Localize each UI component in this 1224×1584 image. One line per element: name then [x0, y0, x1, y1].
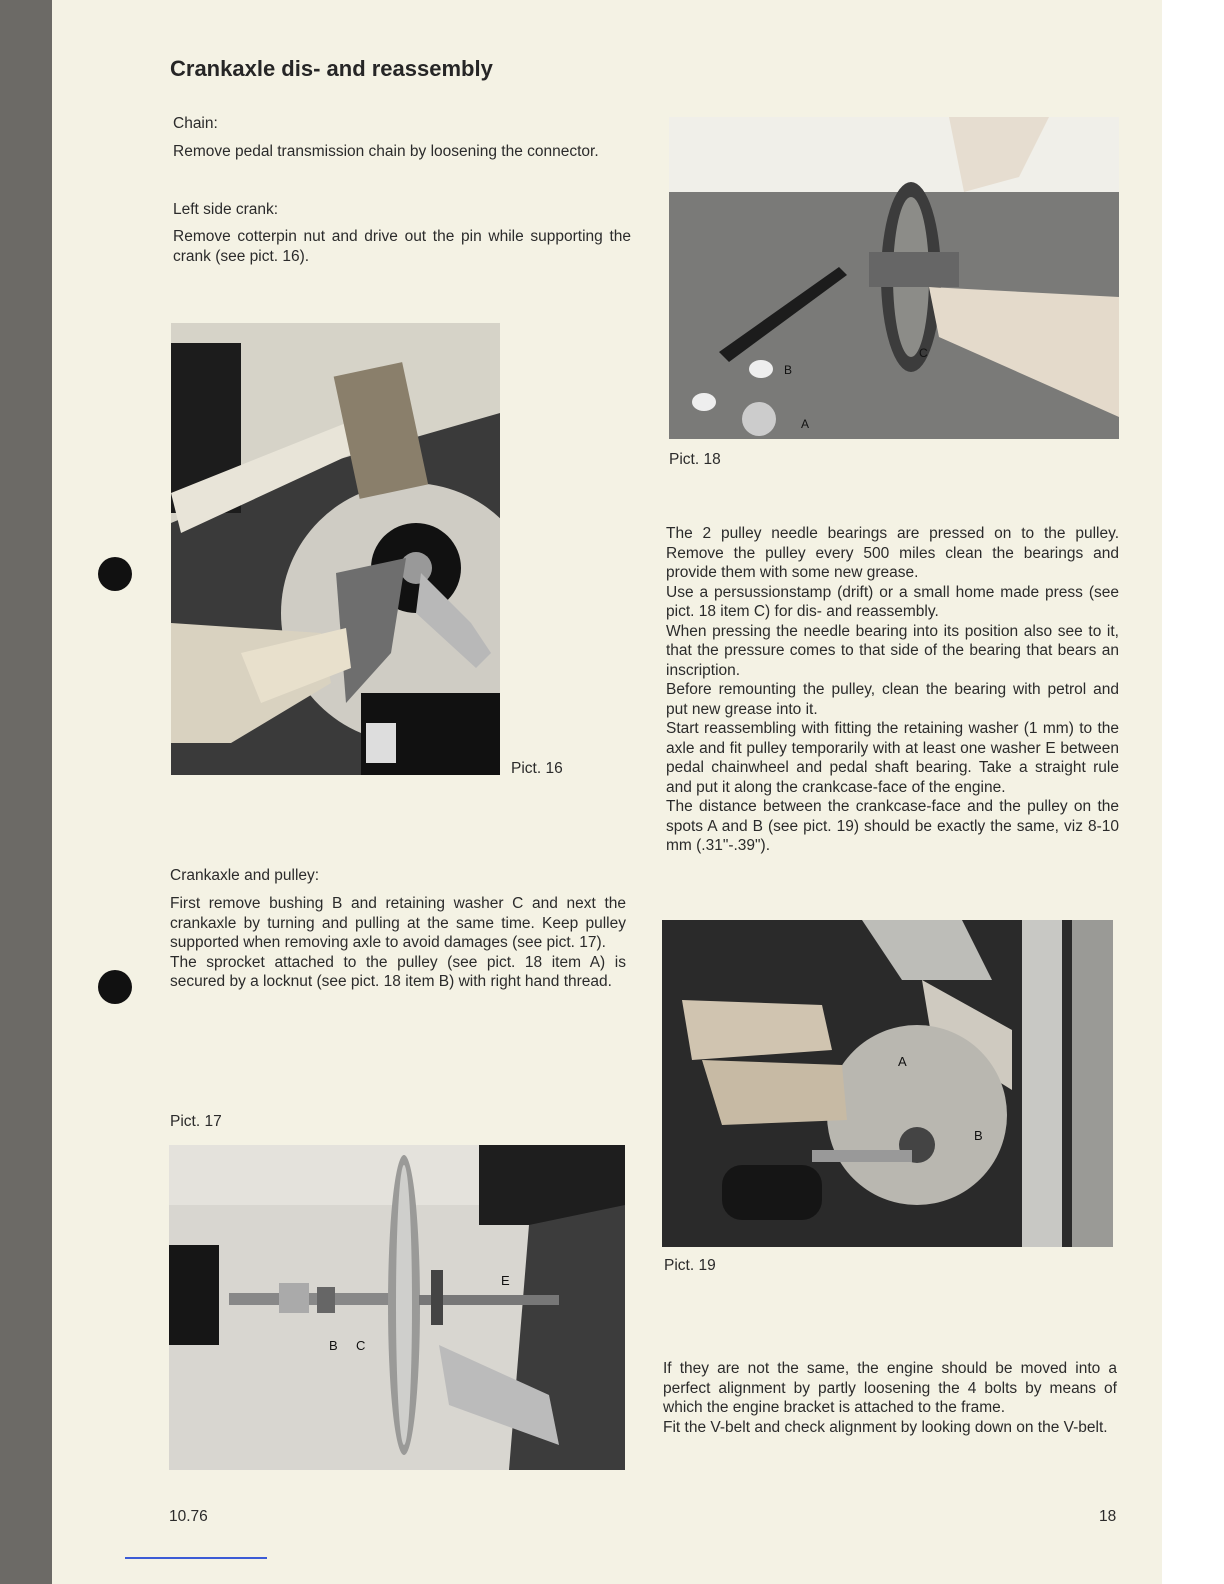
bottom-link-underline — [125, 1557, 267, 1559]
crankaxle-text — [170, 894, 626, 992]
binder-hole-bottom — [98, 970, 132, 1004]
pict19-label-b: B — [974, 1128, 983, 1143]
pict17-label-b: B — [329, 1338, 338, 1353]
crank-text: Remove cotterpin nut and drive out the pin while supporting the crank (see pict. 16). — [173, 228, 631, 265]
pict17-label-c: C — [356, 1338, 366, 1353]
bearings-paragraph-4: Before remounting the pulley, clean the bearing with petrol and put new grease into it. — [666, 681, 1119, 718]
page-number: 18 — [1099, 1508, 1117, 1525]
scan-right-margin — [1162, 0, 1224, 1584]
alignment-paragraph-1: If they are not the same, the engine should be moved into a perfect alignment by partly loosening the 4 bolts by means of which the engine bracket is attached to the frame. — [663, 1360, 1117, 1416]
bearings-paragraph-6: The distance between the crankcase-face and the pulley on the spots A and B (see pict. 19) should be exactly the same, viz 8-10 mm (.31"-.39"). — [666, 798, 1119, 854]
bearings-paragraph-5: Start reassembling with fitting the retaining washer (1 mm) to the axle and fit pulley temporarily with at least one washer E between pedal chainwheel and pedal shaft bearing. Take a straight rule and put it along the crankcase-face of the engine. — [666, 720, 1119, 796]
bearings-paragraph-3: When pressing the needle bearing into its position also see to it, that the pressure comes to that side of the bearing that bears an inscription. — [666, 622, 1119, 679]
pict17-caption: Pict. 17 — [170, 1113, 222, 1130]
alignment-paragraph-2: Fit the V-belt and check alignment by looking down on the V-belt. — [663, 1418, 1108, 1436]
page-title: Crankaxle dis- and reassembly — [170, 56, 493, 81]
crankaxle-paragraph-1: First remove bushing B and retaining washer C and next the crankaxle by turning and pulling at the same time. Keep pulley supported when removing axle to avoid damages (see pict. 17). — [170, 895, 626, 951]
pict18-label-a: A — [801, 417, 810, 431]
pict16-photo — [171, 323, 500, 775]
crankaxle-paragraph-2: The sprocket attached to the pulley (see pict. 18 item A) is secured by a locknut (see pict. 18 item B) with right hand thread. — [170, 953, 626, 990]
chain-text: Remove pedal transmission chain by loosening the connector. — [173, 143, 599, 160]
alignment-text — [663, 1359, 1117, 1437]
pict17-photo — [169, 1145, 625, 1470]
binder-hole-top — [98, 557, 132, 591]
crank-heading: Left side crank: — [173, 201, 279, 218]
pict17-label-e: E — [501, 1273, 510, 1288]
pict18-caption: Pict. 18 — [669, 451, 721, 468]
pict18-label-b: B — [784, 363, 793, 377]
scan-left-edge — [0, 0, 52, 1584]
pict19-photo — [662, 920, 1113, 1247]
pict16-caption: Pict. 16 — [511, 760, 563, 777]
footer-date: 10.76 — [169, 1508, 208, 1525]
pict18-photo — [669, 117, 1119, 439]
bearings-paragraph-2: Use a persussionstamp (drift) or a small home made press (see pict. 18 item C) for dis- and reassembly. — [666, 583, 1119, 620]
bearings-paragraph-1: The 2 pulley needle bearings are pressed on to the pulley. Remove the pulley every 500 miles clean the bearings and provide them with some new grease. — [666, 525, 1119, 581]
crankaxle-heading: Crankaxle and pulley: — [170, 867, 320, 884]
pict19-caption: Pict. 19 — [664, 1257, 716, 1274]
pict19-label-a: A — [898, 1054, 907, 1069]
pict18-label-c: C — [919, 346, 928, 360]
chain-heading: Chain: — [173, 115, 218, 132]
bearings-text — [666, 524, 1119, 856]
